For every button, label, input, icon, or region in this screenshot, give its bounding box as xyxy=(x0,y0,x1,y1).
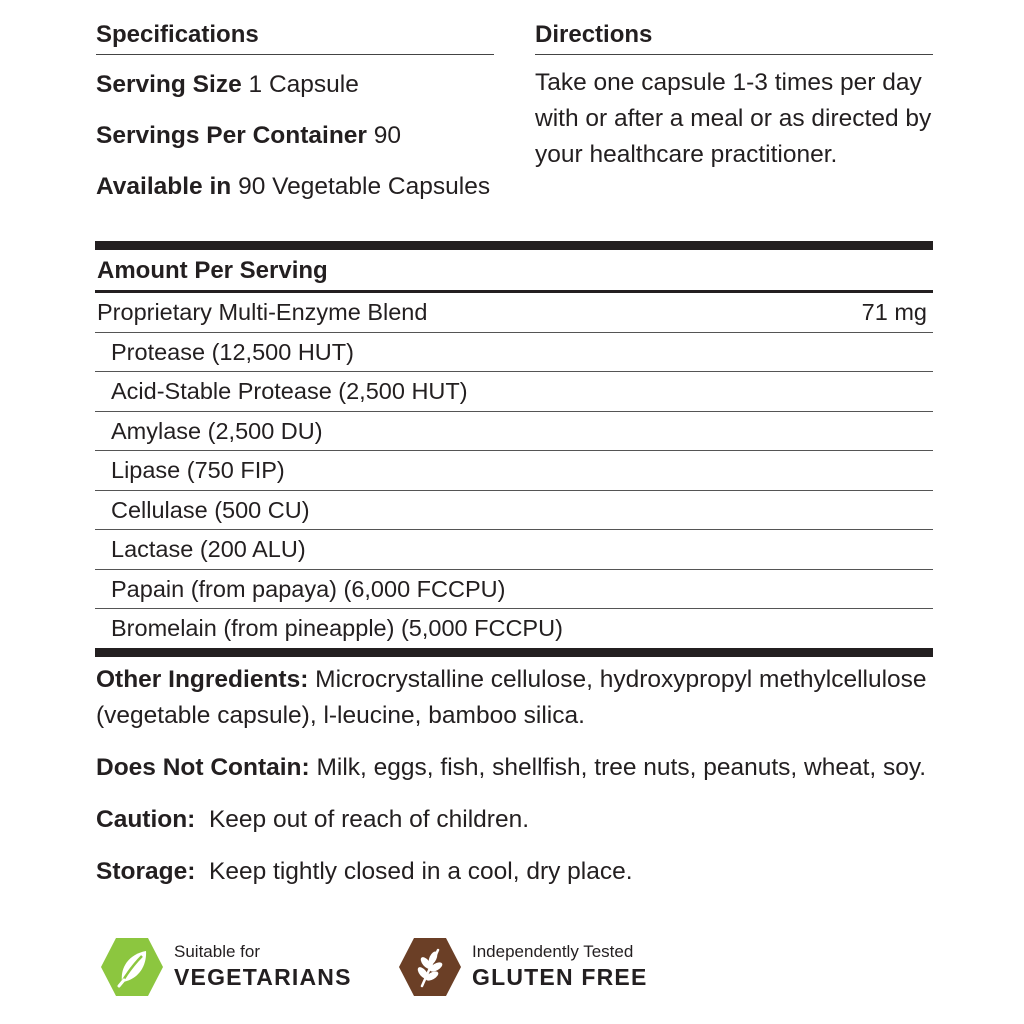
ingredient-name: Bromelain (from pineapple) (5,000 FCCPU) xyxy=(111,615,563,641)
caution xyxy=(96,802,946,838)
specifications-section xyxy=(96,18,494,218)
serving-size-line xyxy=(96,65,494,116)
blend-row xyxy=(95,293,933,333)
storage xyxy=(96,854,946,890)
table-row xyxy=(95,530,933,570)
ingredient-name: Lactase (200 ALU) xyxy=(111,536,306,562)
table-row xyxy=(95,451,933,491)
gluten-free-small-text: Independently Tested xyxy=(472,942,634,961)
vegetarian-small-text: Suitable for xyxy=(174,942,260,961)
ingredient-name: Amylase (2,500 DU) xyxy=(111,417,323,444)
spec-label: Available in xyxy=(96,173,232,200)
amount-per-serving-heading: Amount Per Serving xyxy=(97,257,328,284)
other-info-section xyxy=(96,662,946,890)
blend-amount: 71 mg xyxy=(861,299,927,325)
does-not-contain-text: Milk, eggs, fish, shellfish, tree nuts, peanuts, wheat, soy. xyxy=(309,754,927,781)
does-not-contain-label: Does Not Contain: xyxy=(96,754,310,781)
table-row xyxy=(95,372,933,412)
directions-heading: Directions xyxy=(535,18,933,55)
table-row xyxy=(95,412,933,452)
directions-text: Take one capsule 1-3 times per day with or after a meal or as directed by your healthcare practitioner. xyxy=(535,69,932,168)
caution-label: Caution: xyxy=(96,806,196,833)
thick-divider xyxy=(95,241,933,250)
other-ingredients-label: Other Ingredients: xyxy=(96,666,309,693)
caution-text: Keep out of reach of children. xyxy=(195,806,530,833)
vegetarian-badge xyxy=(100,936,370,998)
available-in-line xyxy=(96,167,494,218)
table-row xyxy=(95,570,933,610)
ingredient-name: Protease (12,500 HUT) xyxy=(111,338,354,365)
ingredient-name: Lipase (750 FIP) xyxy=(111,457,285,483)
table-row xyxy=(95,609,933,648)
spec-value: 1 Capsule xyxy=(241,71,359,98)
servings-per-container-line xyxy=(96,116,494,167)
spec-value: 90 Vegetable Capsules xyxy=(231,173,491,200)
ingredient-name: Cellulase (500 CU) xyxy=(111,496,310,523)
other-ingredients-text: Microcrystalline cellulose, hydroxypropyl methylcellulose (vegetable capsule), l-leucine, bamboo silica. xyxy=(96,666,927,729)
gluten-free-badge xyxy=(398,936,668,998)
table-row xyxy=(95,491,933,531)
gluten-free-big-text: GLUTEN FREE xyxy=(472,964,648,990)
directions-section xyxy=(535,18,933,173)
other-ingredients xyxy=(96,662,946,734)
does-not-contain xyxy=(96,750,946,786)
spec-label: Servings Per Container xyxy=(96,122,367,149)
supplement-facts-table xyxy=(95,241,933,657)
storage-text: Keep tightly closed in a cool, dry place. xyxy=(195,858,633,885)
vegetarian-big-text: VEGETARIANS xyxy=(174,964,352,990)
specifications-heading: Specifications xyxy=(96,18,494,55)
thick-divider xyxy=(95,648,933,657)
leaf-icon xyxy=(100,936,164,998)
spec-label: Serving Size xyxy=(96,71,242,98)
ingredient-name: Acid-Stable Protease (2,500 HUT) xyxy=(111,378,468,404)
wheat-icon xyxy=(398,936,462,998)
table-row xyxy=(95,333,933,373)
blend-name: Proprietary Multi-Enzyme Blend xyxy=(97,299,428,325)
storage-label: Storage: xyxy=(96,858,196,885)
ingredient-name: Papain (from papaya) (6,000 FCCPU) xyxy=(111,575,506,602)
spec-value: 90 xyxy=(366,122,402,149)
